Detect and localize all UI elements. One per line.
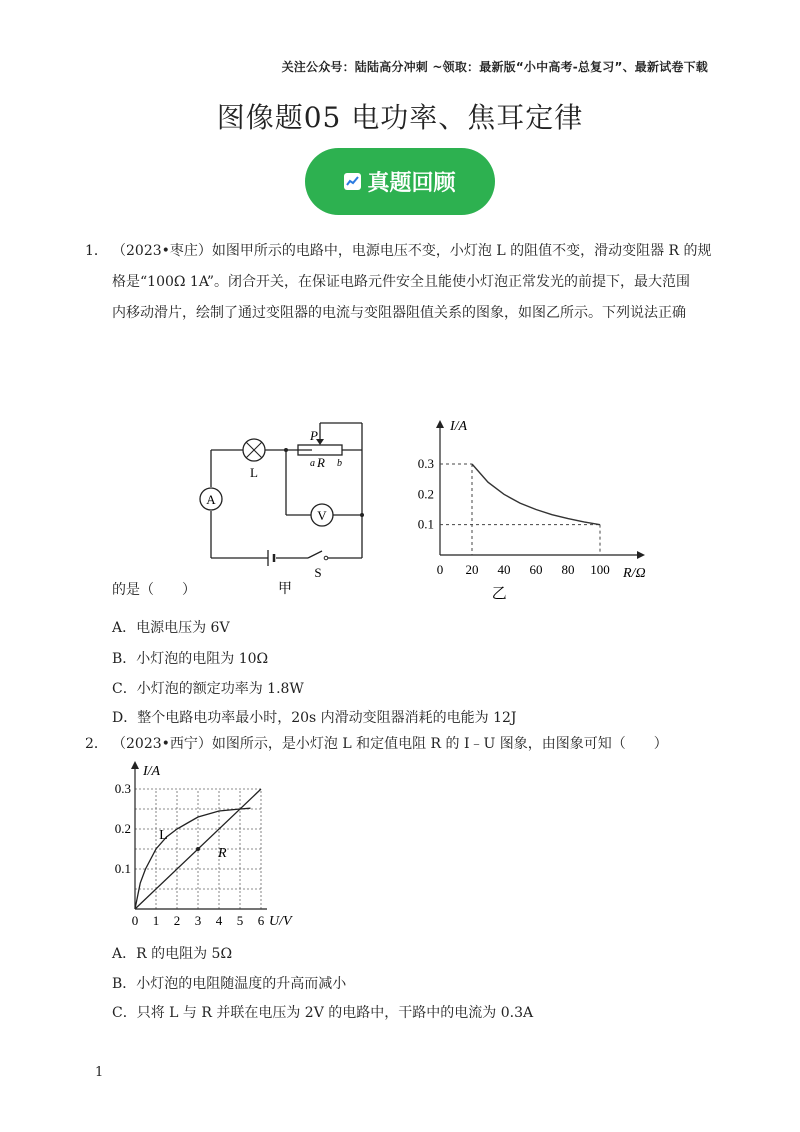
x-tick-label: 1 — [152, 913, 160, 928]
x-tick-label: 80 — [561, 562, 575, 577]
x-tick-label: 5 — [236, 913, 244, 928]
intersection-point — [196, 847, 200, 851]
header-note: 关注公众号：陆陆高分冲刺 ~领取：最新版“小中高考-总复习”、最新试卷下载 — [281, 60, 708, 74]
lamp-curve — [135, 808, 251, 909]
x-tick-label: 0 — [131, 913, 139, 928]
x-tick-label: 4 — [215, 913, 223, 928]
y-tick-label: 0.1 — [114, 861, 131, 876]
y-tick-label: 0.3 — [114, 781, 131, 796]
q1-number: 1． — [85, 243, 108, 259]
page-number: 1 — [95, 1065, 104, 1080]
banner-label: 真题回顾 — [367, 171, 456, 196]
chart-current-vs-resistance — [405, 410, 670, 600]
switch-label: S — [314, 565, 322, 580]
y-tick-label: 0.2 — [114, 821, 131, 836]
voltmeter-label: V — [317, 508, 327, 523]
y-tick-label: 0.3 — [417, 456, 434, 471]
q1-option-c: C．小灯泡的额定功率为 1.8W — [112, 681, 304, 697]
end-b-label: b — [337, 458, 342, 469]
q1-option-d: D．整个电路电功率最小时，20s 内滑动变阻器消耗的电能为 12J — [112, 710, 517, 726]
q1-line-1: （2023•枣庄）如图甲所示的电路中，电源电压不变，小灯泡 L 的阻值不变，滑动变阻器 R 的规 — [112, 243, 712, 259]
resistor-label: R — [317, 455, 325, 470]
y-axis-arrow — [131, 761, 139, 769]
circuit-caption: 甲 — [278, 582, 292, 597]
chart-caption: 乙 — [491, 586, 507, 600]
q1-line-2: 格是“100Ω 1A”。闭合开关，在保证电路元件安全且能使小灯泡正常发光的前提下，最大范围 — [112, 274, 691, 290]
q1-line-3: 内移动滑片，绘制了通过变阻器的电流与变阻器阻值关系的图象，如图乙所示。下列说法正确 — [112, 305, 686, 321]
x-axis-arrow — [637, 551, 645, 559]
q2-number: 2． — [85, 736, 108, 752]
x-tick-label: 100 — [590, 562, 610, 577]
resistor-line-label: R — [217, 846, 227, 861]
y-axis-label: I/A — [450, 419, 468, 434]
x-axis-label: R/Ω — [623, 566, 646, 581]
x-tick-label: 40 — [497, 562, 511, 577]
lamp-label: L — [250, 465, 258, 480]
page-title: 图像题05 电功率、焦耳定律 — [216, 101, 584, 134]
q2-option-b: B．小灯泡的电阻随温度的升高而减小 — [112, 976, 347, 992]
x-tick-label: 20 — [465, 562, 479, 577]
lamp-curve-label: L — [159, 828, 168, 843]
ammeter-label: A — [206, 492, 216, 507]
q2-option-c: C．只将 L 与 R 并联在电压为 2V 的电路中，干路中的电流为 0.3A — [112, 1005, 534, 1021]
x-axis-label: U/V — [269, 914, 292, 929]
circuit-diagram — [190, 415, 380, 600]
q2-text: （2023•西宁）如图所示，是小灯泡 L 和定值电阻 R 的 I﹣U 图象，由图象可知（ ） — [112, 736, 668, 752]
y-axis-arrow — [436, 420, 444, 428]
x-tick-label: 6 — [257, 913, 265, 928]
y-axis-label: I/A — [143, 764, 161, 779]
x-tick-label: 2 — [173, 913, 181, 928]
series-line — [472, 464, 600, 525]
q2-option-a: A．R 的电阻为 5Ω — [112, 946, 233, 962]
chart-iu-graph — [100, 755, 310, 935]
x-tick-label: 0 — [436, 562, 444, 577]
chart-icon — [344, 173, 361, 190]
x-tick-label: 3 — [194, 913, 202, 928]
section-banner — [305, 148, 495, 215]
x-tick-label: 60 — [529, 562, 543, 577]
q1-line-4: 的是（ ） — [112, 582, 196, 598]
q1-option-b: B．小灯泡的电阻为 10Ω — [112, 651, 269, 667]
q1-option-a: A．电源电压为 6V — [112, 620, 230, 636]
y-tick-label: 0.1 — [417, 516, 434, 532]
end-a-label: a — [310, 458, 315, 469]
y-tick-label: 0.2 — [417, 486, 434, 502]
slider-label: P — [310, 428, 318, 443]
